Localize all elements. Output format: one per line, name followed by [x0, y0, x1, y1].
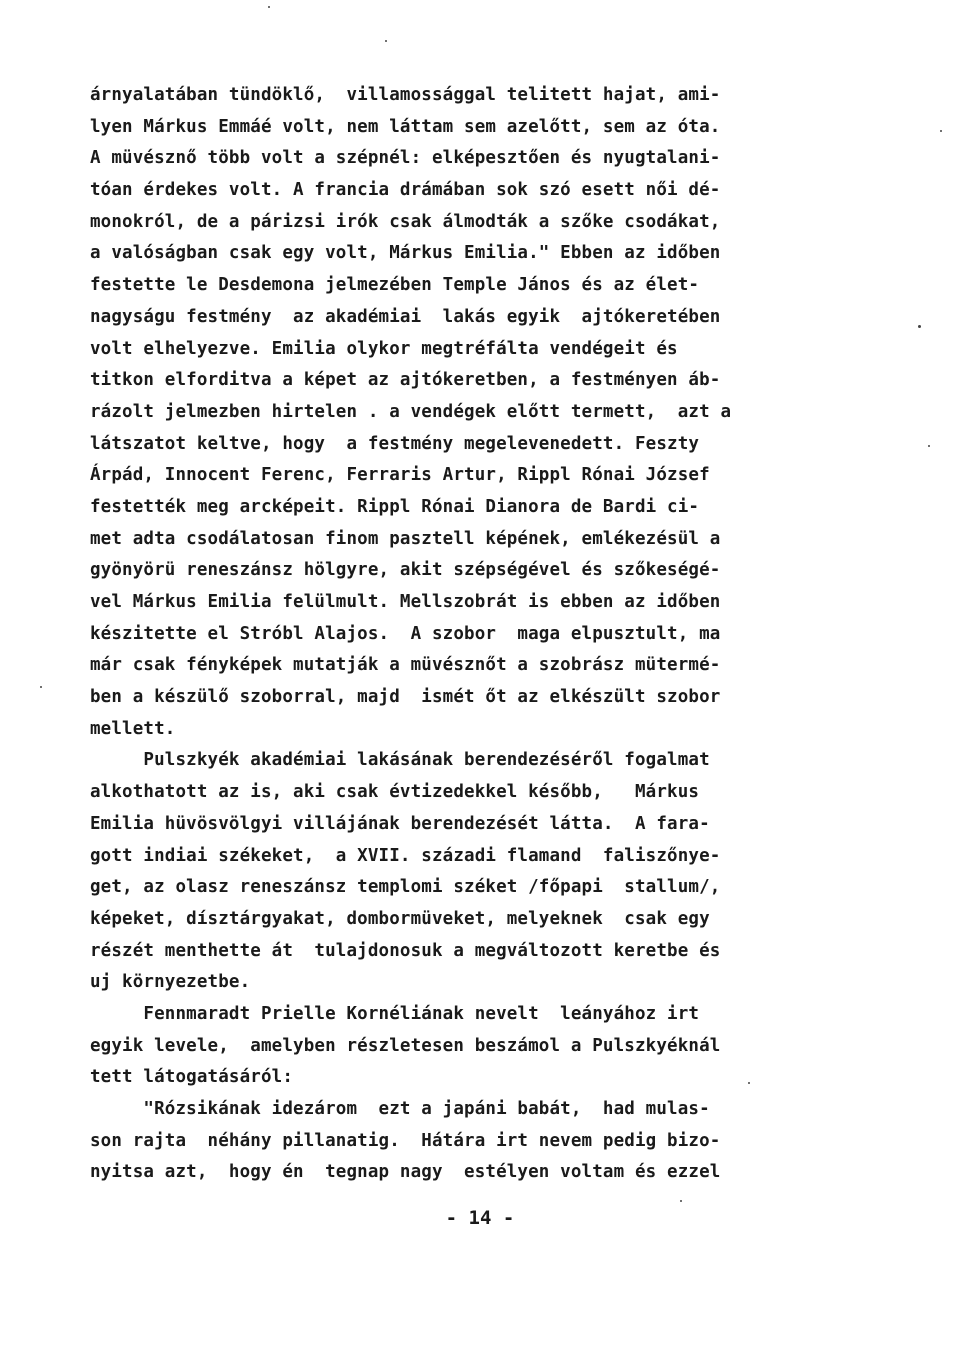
text-line: A müvésznő több volt a szépnél: elképesztően és nyugtalani-	[90, 148, 721, 169]
body-text	[90, 80, 860, 1189]
text-line: son rajta néhány pillanatig. Hátára irt nevem pedig bizo-	[90, 1130, 721, 1151]
text-line: uj környezetbe.	[90, 972, 251, 993]
scan-speck	[928, 445, 930, 447]
text-line: festette le Desdemona jelmezében Temple János és az élet-	[90, 275, 700, 296]
text-line: vel Márkus Emilia felülmult. Mellszobrát is ebben az időben	[90, 592, 721, 612]
scan-speck	[748, 1082, 750, 1084]
text-line: mellett.	[90, 718, 176, 739]
scan-speck	[918, 325, 921, 328]
text-line: alkothatott az is, aki csak évtizedekkel később, Márkus	[90, 782, 700, 803]
text-line: nagyságu festmény az akadémiai lakás egyik ajtókeretében	[90, 306, 721, 327]
text-line: titkon elforditva a képet az ajtókeretben, a festményen áb-	[90, 370, 721, 391]
text-line: tett látogatásáról:	[90, 1067, 294, 1088]
text-line: festették meg arcképeit. Rippl Rónai Dianora de Bardi ci-	[90, 496, 700, 517]
scan-speck	[40, 686, 42, 688]
text-line: get, az olasz reneszánsz templomi széket /főpapi stallum/,	[90, 877, 721, 898]
text-line: Pulszkyék akadémiai lakásának berendezéséről fogalmat	[90, 750, 710, 771]
text-line: met adta csodálatosan finom pasztell képének, emlékezésül a	[90, 528, 721, 549]
text-line: nyitsa azt, hogy én tegnap nagy estélyen voltam és ezzel	[90, 1162, 721, 1183]
text-line: árnyalatában tündöklő, villamossággal telitett hajat, ami-	[90, 85, 721, 105]
text-line: készitette el Stróbl Alajos. A szobor maga elpusztult, ma	[90, 623, 721, 644]
text-line: Fennmaradt Prielle Kornéliának nevelt leányához irt	[90, 1003, 700, 1024]
text-line: képeket, dísztárgyakat, dombormüveket, melyeknek csak egy	[90, 908, 710, 929]
text-line: részét menthette át tulajdonosuk a megváltozott keretbe és	[90, 940, 721, 961]
text-line: rázolt jelmezben hirtelen . a vendégek előtt termett, azt a	[90, 401, 732, 422]
text-line: gyönyörü reneszánsz hölgyre, akit szépségével és szőkeségé-	[90, 560, 721, 581]
scan-speck	[680, 1200, 682, 1202]
scan-speck	[385, 40, 387, 42]
text-line: "Rózsikának idezárom ezt a japáni babát, had mulas-	[90, 1099, 710, 1119]
scan-speck	[940, 130, 942, 132]
text-line: volt elhelyezve. Emilia olykor megtréfálta vendégeit és	[90, 338, 678, 359]
text-line: már csak fényképek mutatják a müvésznőt a szobrász mütermé-	[90, 655, 721, 676]
text-line: ben a készülő szoborral, majd ismét őt az elkészült szobor	[90, 687, 721, 708]
text-line: a valóságban csak egy volt, Márkus Emilia." Ebben az időben	[90, 243, 721, 264]
text-line: gott indiai székeket, a XVII. századi flamand faliszőnye-	[90, 845, 721, 866]
text-line: egyik levele, amelyben részletesen beszámol a Pulszkyéknál	[90, 1035, 721, 1056]
page-number: - 14 -	[445, 1207, 515, 1229]
text-line: Emilia hüvösvölgyi villájának berendezését látta. A fara-	[90, 813, 710, 834]
text-line: monokról, de a párizsi irók csak álmodták a szőke csodákat,	[90, 211, 721, 232]
text-line: lyen Márkus Emmáé volt, nem láttam sem azelőtt, sem az óta.	[90, 116, 721, 137]
text-line: látszatot keltve, hogy a festmény megelevenedett. Feszty	[90, 433, 700, 454]
scan-speck	[268, 6, 270, 8]
text-line: Árpád, Innocent Ferenc, Ferraris Artur, Rippl Rónai József	[90, 465, 710, 486]
text-line: tóan érdekes volt. A francia drámában sok szó esett női dé-	[90, 180, 721, 201]
